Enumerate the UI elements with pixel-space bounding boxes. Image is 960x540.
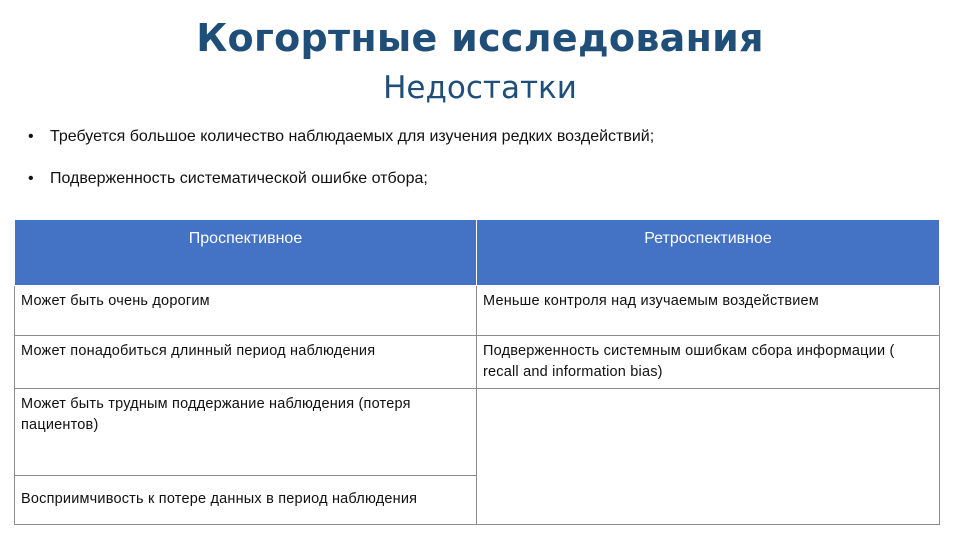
- table-row: [15, 336, 940, 389]
- header-retrospective: Ретроспективное: [477, 220, 940, 286]
- table-cell: Восприимчивость к потере данных в период наблюдения: [15, 476, 477, 525]
- table-cell: Может быть трудным поддержание наблюдения (потеря пациентов): [15, 389, 477, 476]
- table-header-row: [15, 220, 940, 286]
- table-cell-empty: [477, 389, 940, 525]
- bullet-list: [28, 127, 948, 211]
- table-cell: Может понадобиться длинный период наблюдения: [15, 336, 477, 389]
- bullet-item: [28, 127, 948, 147]
- comparison-table: [14, 219, 940, 525]
- bullet-icon: •: [28, 128, 34, 145]
- header-prospective: Проспективное: [15, 220, 477, 286]
- bullet-item: [28, 169, 948, 189]
- bullet-icon: •: [28, 170, 34, 187]
- slide-subtitle: Недостатки: [383, 70, 577, 106]
- slide-title: Когортные исследования: [196, 16, 764, 60]
- bullet-text: Требуется большое количество наблюдаемых для изучения редких воздействий;: [50, 128, 655, 145]
- bullet-text: Подверженность систематической ошибке отбора;: [50, 170, 428, 187]
- table-cell: Подверженность системным ошибкам сбора информации ( recall and information bias): [477, 336, 940, 389]
- table-row: [15, 286, 940, 336]
- table-row: [15, 389, 940, 476]
- table-cell: Меньше контроля над изучаемым воздействием: [477, 286, 940, 336]
- table-cell: Может быть очень дорогим: [15, 286, 477, 336]
